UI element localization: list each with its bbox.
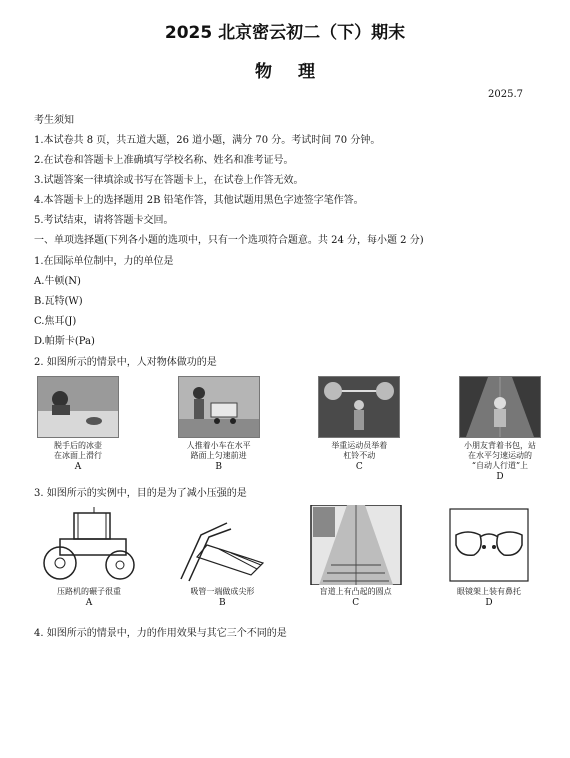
question-2-figures [34,376,544,482]
question-3-letter-d: D [485,598,493,608]
subject-title: 物理 [255,62,341,82]
glasses-image [434,505,544,585]
road-roller-image [34,505,144,585]
notice-heading: 考生须知 [34,115,74,126]
question-2-letter-d: D [496,472,504,482]
weightlifter-image [319,377,399,437]
notice-item-1: 1.本试卷共 8 页，共五道大题，26 道小题，满分 70 分。考试时间 70 分钟。 [34,135,381,146]
glasses-drawing [434,505,544,585]
walkway-image [460,377,540,437]
curling-image [38,377,118,437]
question-2-figure-c [315,376,403,482]
straw-image [167,505,277,585]
notice-item-5: 5.考试结束，请将答题卡交回。 [34,215,174,226]
notice-item-3: 3.试题答案一律填涂或书写在答题卡上，在试卷上作答无效。 [34,175,304,186]
tactile-paving-drawing [301,505,411,585]
question-2-letter-b: B [215,462,222,472]
question-1-option-c: C.焦耳(J) [34,316,77,327]
section-heading: 一、单项选择题(下列各小题的选项中，只有一个选项符合题意。共 24 分，每小题 2 分) [34,235,424,246]
question-1-option-b: B.瓦特(W) [34,296,83,307]
question-2-stem: 2. 如图所示的情景中，人对物体做功的是 [34,357,217,368]
question-3-figures [34,505,544,608]
question-3-letter-b: B [219,598,226,608]
notice-item-4: 4.本答题卡上的选择题用 2B 铅笔作答，其他试题用黑色字迹签字笔作答。 [34,195,364,206]
question-1-stem: 1.在国际单位制中，力的单位是 [34,256,174,267]
question-2-caption-a: 脱手后的冰壶 在冰面上滑行 [54,441,102,460]
question-2-letter-c: C [355,462,363,472]
question-2-letter-a: A [74,462,82,472]
question-3-caption-d: 眼镜架上装有鼻托 [456,587,521,596]
question-3-stem: 3. 如图所示的实例中，目的是为了减小压强的是 [34,488,247,499]
question-3-caption-c: 盲道上有凸起的圆点 [319,587,392,596]
exam-date: 2025.7 [488,89,523,100]
question-4-stem: 4. 如图所示的情景中，力的作用效果与其它三个不同的是 [34,628,287,639]
question-3-caption-a: 压路机的碾子很重 [57,587,121,596]
question-2-caption-c: 举重运动员举着 杠铃不动 [331,441,388,460]
road-roller-drawing [34,505,144,585]
tactile-paving-image [301,505,411,585]
question-3-figure-b [167,505,277,608]
question-3-figure-d [434,505,544,608]
question-3-figure-c [301,505,411,608]
question-3-letter-c: C [352,598,360,608]
question-2-caption-d: 小朋友背着书包，站 在水平匀速运动的 “自动人行道”上 [463,441,536,470]
question-1-option-d: D.帕斯卡(Pa) [34,336,95,347]
question-3-figure-a [34,505,144,608]
walkway-photo [459,376,541,438]
notice-item-2: 2.在试卷和答题卡上准确填写学校名称、姓名和准考证号。 [34,155,294,166]
question-3-caption-b: 吸管一端做成尖形 [190,587,255,596]
question-2-caption-b: 人推着小车在水平 路面上匀速前进 [186,441,251,460]
cart-image [179,377,259,437]
question-2-figure-a [34,376,122,482]
curling-photo [37,376,119,438]
page-title: 2025 北京密云初二（下）期末 [164,23,406,43]
question-3-letter-a: A [85,598,93,608]
straw-drawing [167,505,277,585]
cart-photo [178,376,260,438]
question-2-figure-b [175,376,263,482]
weightlifter-photo [318,376,400,438]
question-2-figure-d [456,376,544,482]
question-1-option-a: A.牛顿(N) [34,276,81,287]
